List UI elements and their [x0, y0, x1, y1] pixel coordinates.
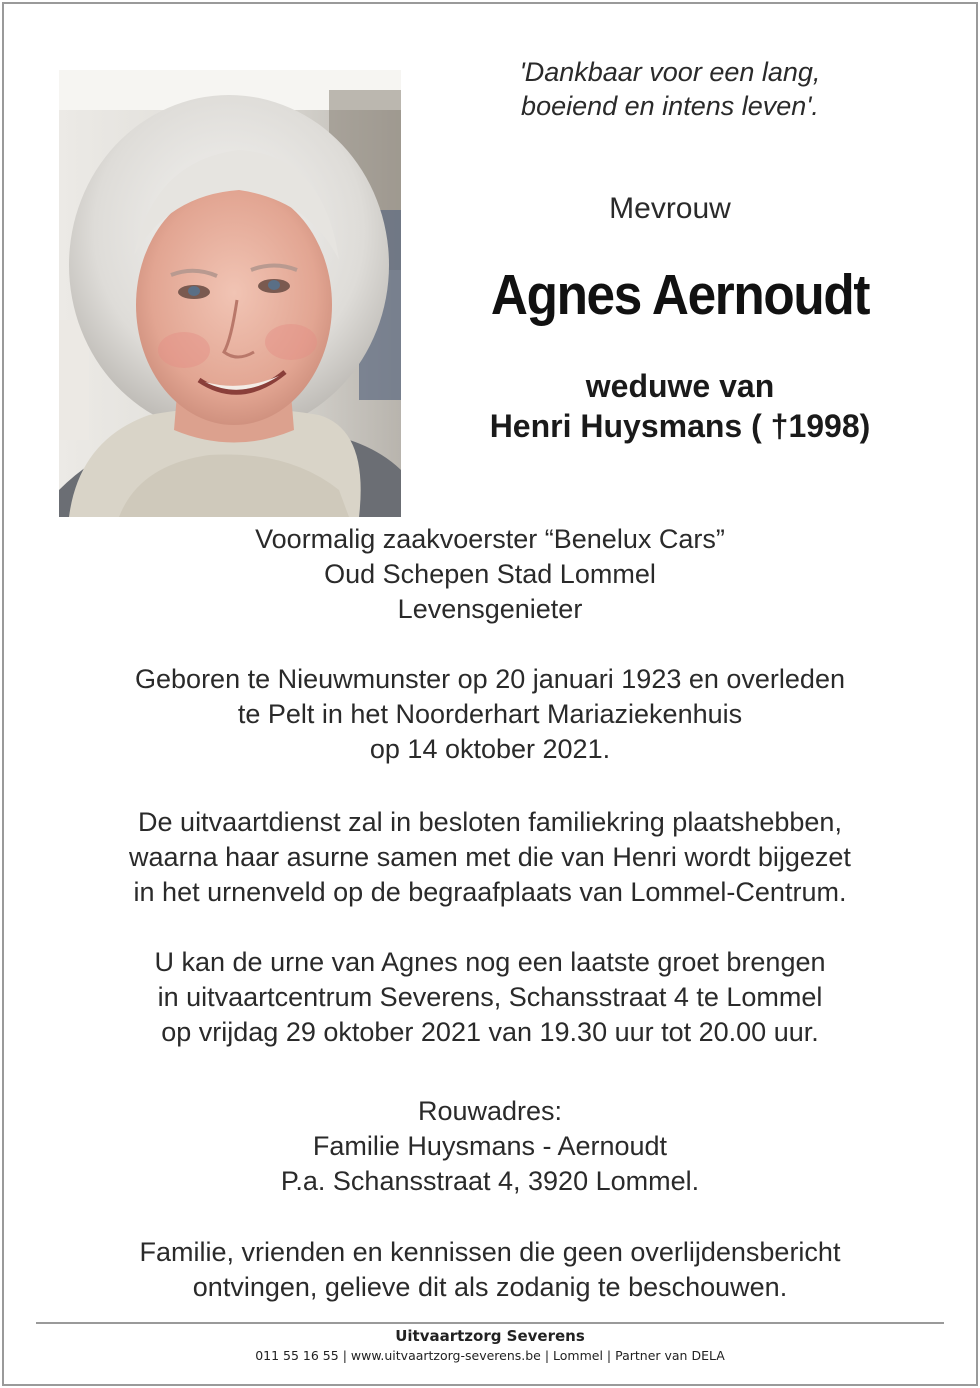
role-line: Levensgenieter: [397, 594, 583, 624]
widow-of: [420, 366, 940, 446]
family-note-block: [40, 1235, 940, 1305]
address-line: Familie Huysmans - Aernoudt: [312, 1131, 668, 1161]
family-note-line: ontvingen, gelieve dit als zodanig te beschouwen.: [192, 1272, 788, 1302]
urn-visit-line: U kan de urne van Agnes nog een laatste groet brengen: [154, 947, 826, 977]
urn-visit-block: [40, 945, 940, 1050]
birth-death-block: [40, 662, 940, 767]
address-line: P.a. Schansstraat 4, 3920 Lommel.: [280, 1166, 700, 1196]
funeral-line: De uitvaartdienst zal in besloten familiekring plaatshebben,: [138, 807, 842, 837]
footer-divider: [36, 1322, 944, 1324]
urn-visit-line: in uitvaartcentrum Severens, Schansstraat 4 te Lommel: [157, 982, 823, 1012]
footer-company: Uitvaartzorg Severens: [395, 1327, 585, 1345]
funeral-line: in het urnenveld op de begraafplaats van Lommel-Centrum.: [133, 877, 847, 907]
family-note-line: Familie, vrienden en kennissen die geen overlijdensbericht: [139, 1237, 841, 1267]
role-line: Voormalig zaakvoerster “Benelux Cars”: [255, 524, 725, 554]
birth-death-line: Geboren te Nieuwmunster op 20 januari 1923 en overleden: [135, 664, 845, 694]
motto-quote: [440, 55, 900, 123]
funeral-block: [40, 805, 940, 910]
portrait-photo: [59, 70, 401, 517]
motto-line: boeiend en intens leven'.: [521, 91, 819, 121]
motto-line: 'Dankbaar voor een lang,: [519, 57, 821, 87]
address-line: Rouwadres:: [417, 1096, 563, 1126]
birth-death-line: te Pelt in het Noorderhart Mariaziekenhuis: [237, 699, 743, 729]
salutation: Mevrouw: [609, 192, 731, 225]
roles-block: [40, 522, 940, 627]
widow-label: weduwe van: [585, 368, 775, 404]
spouse-name: Henri Huysmans ( †1998): [489, 408, 871, 444]
birth-death-line: op 14 oktober 2021.: [369, 734, 611, 764]
funeral-line: waarna haar asurne samen met die van Henri wordt bijgezet: [129, 842, 851, 872]
urn-visit-line: op vrijdag 29 oktober 2021 van 19.30 uur tot 20.00 uur.: [161, 1017, 819, 1047]
footer-contact: 011 55 16 55 | www.uitvaartzorg-severens.be | Lommel | Partner van DELA: [255, 1348, 725, 1363]
mourning-address-block: [40, 1094, 940, 1199]
deceased-name: Agnes Aernoudt: [490, 263, 870, 327]
role-line: Oud Schepen Stad Lommel: [324, 559, 656, 589]
